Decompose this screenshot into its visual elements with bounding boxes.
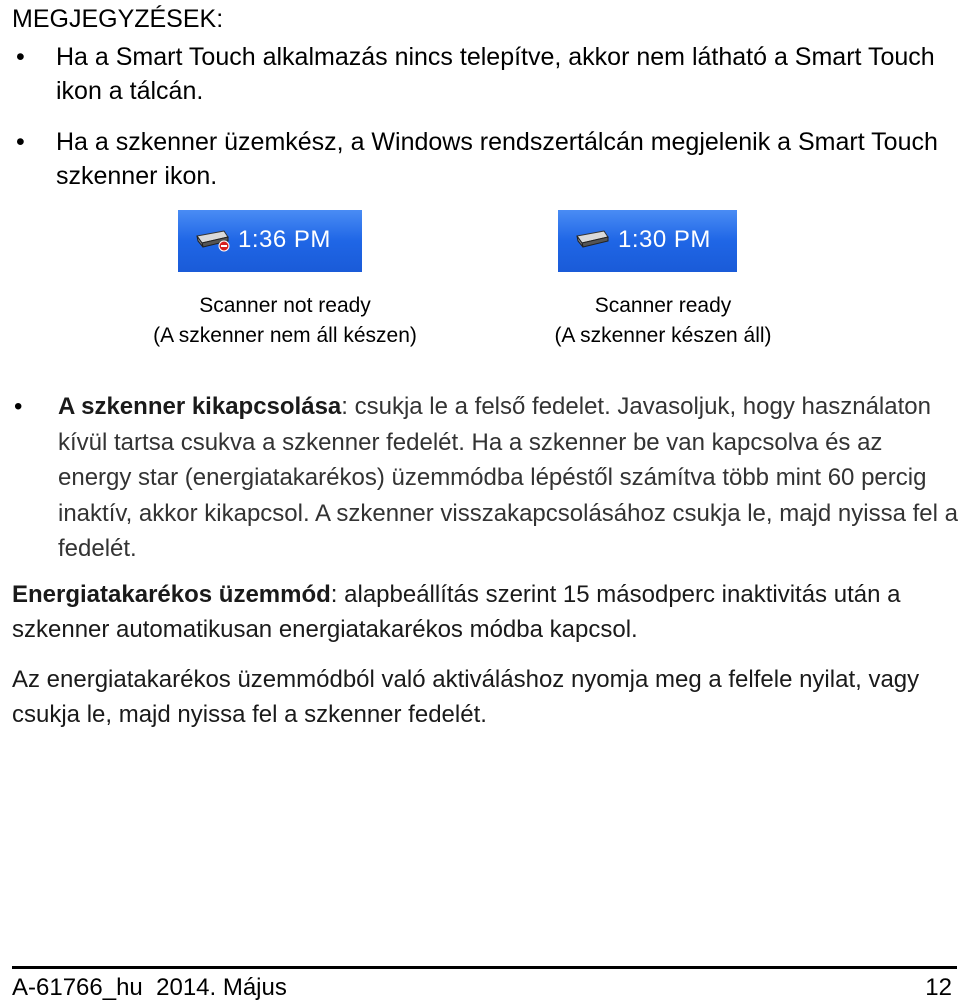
bullet: • bbox=[16, 43, 25, 71]
footer-divider bbox=[12, 966, 957, 969]
notes-list bbox=[0, 40, 960, 210]
page-number: 12 bbox=[925, 974, 952, 1001]
caption-not-ready bbox=[80, 291, 490, 351]
energy-paragraph bbox=[12, 577, 957, 647]
caption-line: (A szkenner készen áll) bbox=[554, 324, 772, 347]
shutdown-text: : csukja le a felső fedelet. Javasoljuk, hogy használaton kívül tartsa csukva a szkenner fedelét. Ha a szkenner be van kapcsolva és az energy star (energiatakarékos) üzemmódba lépéstől számítva több mint 60 percig inaktív, akkor kikapcsol. A szkenner visszakapcsolásához csukja le, majd nyissa fel a fedelét. bbox=[58, 393, 958, 562]
energy-term: Energiatakarékos üzemmód bbox=[12, 581, 331, 608]
bullet: • bbox=[16, 128, 25, 156]
clock-time: 1:30 PM bbox=[618, 226, 711, 253]
caption-line: (A szkenner nem áll készen) bbox=[153, 324, 417, 347]
footer-doc-id: A-61766_hu 2014. Május bbox=[12, 974, 287, 1001]
notes-heading: MEGJEGYZÉSEK: bbox=[12, 5, 224, 33]
bullet: • bbox=[14, 393, 23, 420]
list-item bbox=[0, 40, 960, 108]
caption-line: Scanner ready bbox=[594, 294, 732, 317]
scanner-error-icon bbox=[194, 228, 230, 252]
taskbar-tray-ready bbox=[558, 210, 737, 272]
clock-time: 1:36 PM bbox=[238, 226, 331, 253]
shutdown-section bbox=[0, 389, 960, 567]
shutdown-term: A szkenner kikapcsolása bbox=[58, 393, 342, 420]
scanner-icon bbox=[574, 228, 610, 252]
taskbar-tray-not-ready bbox=[178, 210, 362, 272]
note-text: Ha a szkenner üzemkész, a Windows rendszertálcán megjelenik a Smart Touch szkenner ikon. bbox=[56, 128, 938, 190]
caption-ready bbox=[458, 291, 868, 351]
caption-line: Scanner not ready bbox=[199, 294, 371, 317]
wake-paragraph: Az energiatakarékos üzemmódból való aktiváláshoz nyomja meg a felfele nyilat, vagy csukja le, majd nyissa fel a szkenner fedelét. bbox=[12, 666, 920, 728]
list-item bbox=[0, 125, 960, 193]
list-item bbox=[0, 389, 960, 567]
note-text: Ha a Smart Touch alkalmazás nincs telepítve, akkor nem látható a Smart Touch ikon a tálcán. bbox=[56, 43, 935, 105]
energy-text: : alapbeállítás szerint 15 másodperc inaktivitás után a szkenner automatikusan energiatakarékos módba kapcsol. bbox=[12, 581, 901, 643]
